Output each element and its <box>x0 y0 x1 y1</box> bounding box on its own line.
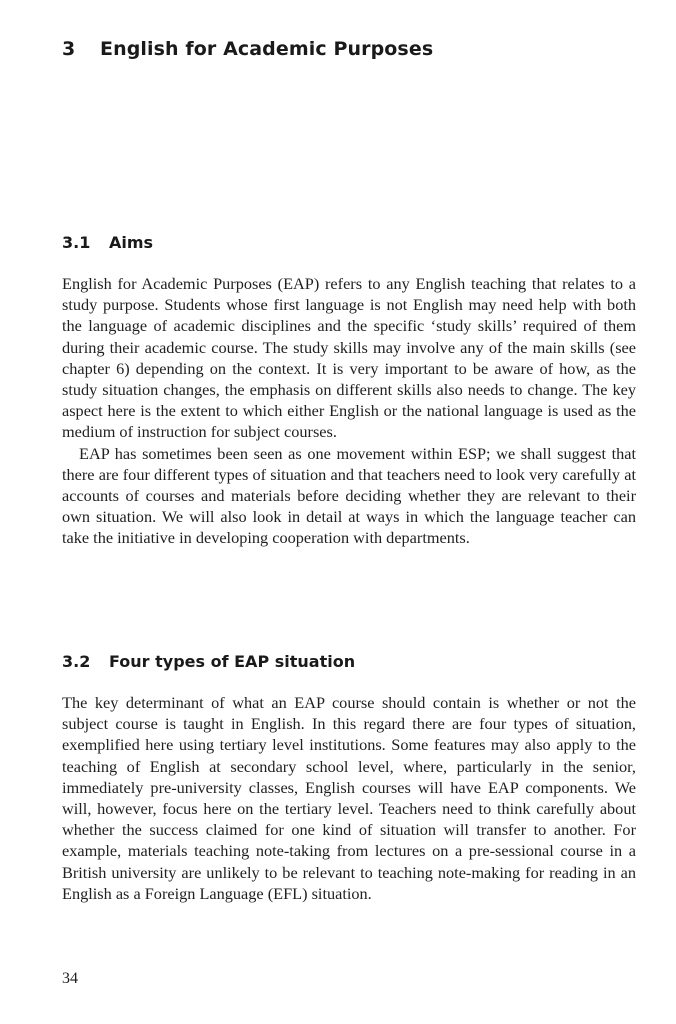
section-heading-aims <box>62 233 153 252</box>
paragraph: English for Academic Purposes (EAP) refers to any English teaching that relates to a study purpose. Students whose first language is not English may need help with both the language of academic disciplines and the specific ‘study skills’ required of them during their academic course. The study skills may involve any of the main skills (see chapter 6) depending on the context. It is very important to be aware of how, as the study situation changes, the emphasis on different skills also needs to change. The key aspect here is the extent to which either English or the national language is used as the medium of instruction for subject courses. <box>62 274 636 442</box>
chapter-title-text: English for Academic Purposes <box>100 38 434 60</box>
paragraph: EAP has sometimes been seen as one movement within ESP; we shall suggest that there are four different types of situation and that teachers need to look very carefully at accounts of courses and materials before deciding whether they are relevant to their own situation. We will also look in detail at ways in which the language teacher can take the initiative in developing cooperation with departments. <box>62 443 636 548</box>
section-title: Aims <box>109 233 154 252</box>
section-number: 3.2 <box>62 652 91 671</box>
section-heading-four-types <box>62 652 355 671</box>
section-title: Four types of EAP situation <box>109 652 356 671</box>
book-page <box>62 0 636 1024</box>
section-number: 3.1 <box>62 233 91 252</box>
page-number: 34 <box>62 970 78 987</box>
chapter-title <box>62 38 433 60</box>
section-body-four-types <box>62 692 636 904</box>
chapter-number: 3 <box>62 38 76 60</box>
paragraph: The key determinant of what an EAP course should contain is whether or not the subject course is taught in English. In this regard there are four types of situation, exemplified here using tertiary level institutions. Some features may also apply to the teaching of English at secondary school level, where, particularly in the senior, immediately pre-university classes, English courses will have EAP components. We will, however, focus here on the tertiary level. Teachers need to think carefully about whether the success claimed for one kind of situation will transfer to another. For example, materials teaching note-taking from lectures on a pre-sessional course in a British university are unlikely to be relevant to teaching note-making for reading in an English as a Foreign Language (EFL) situation. <box>62 693 636 903</box>
section-body-aims <box>62 273 636 549</box>
